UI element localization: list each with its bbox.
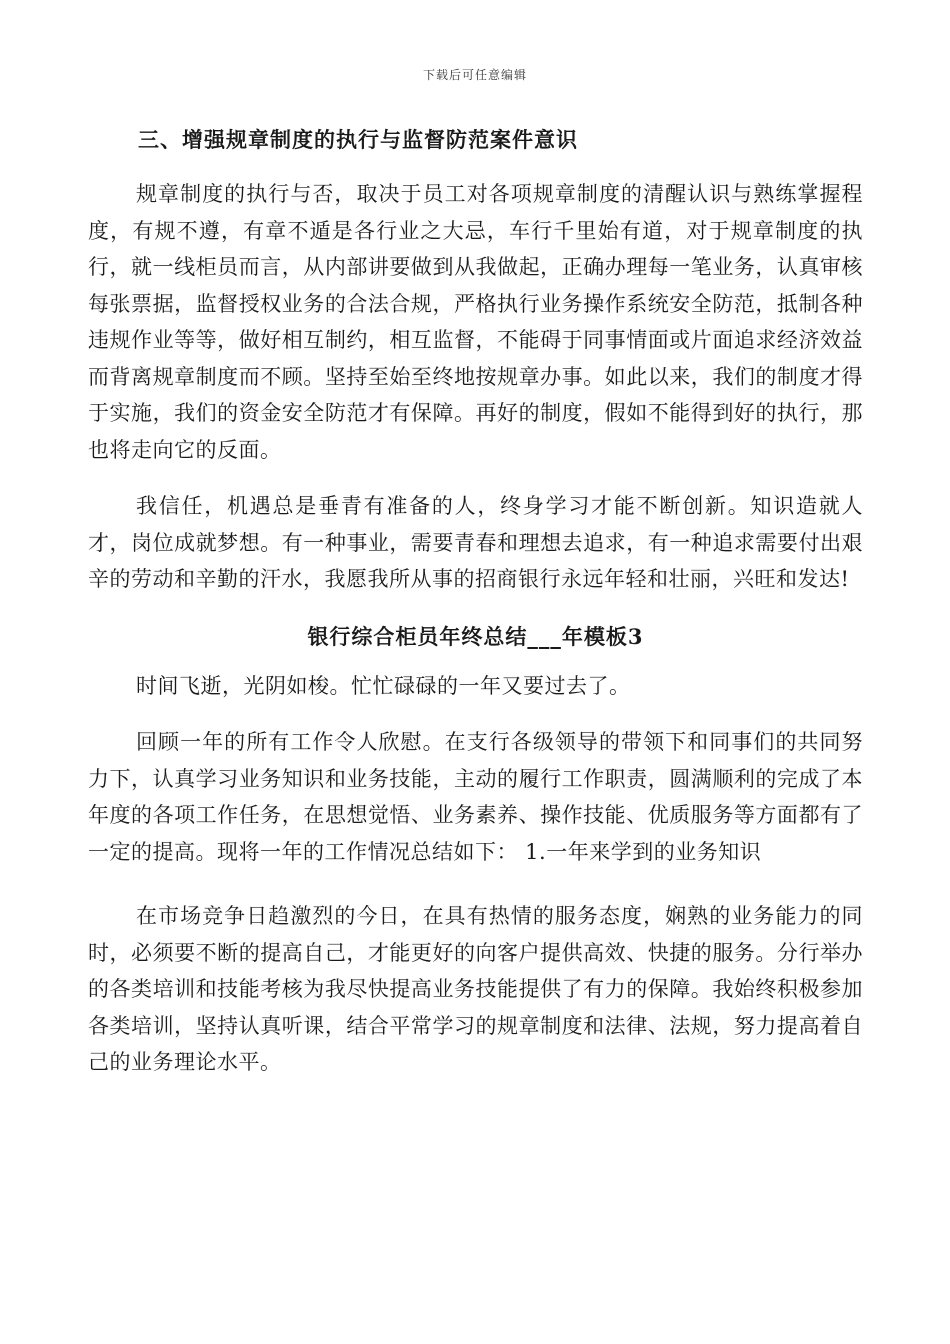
paragraph: 规章制度的执行与否，取决于员工对各项规章制度的清醒认识与熟练掌握程度，有规不遵，有章不遁是各行业之大忌，车行千里始有道，对于规章制度的执行，就一线柜员而言，从内部讲要做到从我做起，正确办理每一笔业务，认真审核每张票据，监督授权业务的合法合规，严格执行业务操作系统安全防范，抵制各种违规作业等等，做好相互制约，相互监督，不能碍于同事情面或片面追求经济效益而背离规章制度而不顾。坚持至始至终地按规章办事。如此以来，我们的制度才得于实施，我们的资金安全防范才有保障。再好的制度，假如不能得到好的执行，那也将走向它的反面。	[88, 182, 863, 462]
paragraph: 回顾一年的所有工作令人欣慰。在支行各级领导的带领下和同事们的共同努力下，认真学习业务知识和业务技能，主动的履行工作职责，圆满顺利的完成了本年度的各项工作任务，在思想觉悟、业务素养、操作技能、优质服务等方面都有了一定的提高。现将一年的工作情况总结如下： 1.一年来学到的业务知识	[88, 730, 863, 864]
document-title: 银行综合柜员年终总结___年模板3	[307, 623, 644, 649]
section-heading: 三、增强规章制度的执行与监督防范案件意识	[138, 127, 578, 152]
page-header: 下载后可任意编辑	[422, 68, 527, 82]
document-body	[88, 120, 863, 1101]
paragraph: 我信任，机遇总是垂青有准备的人，终身学习才能不断创新。知识造就人才，岗位成就梦想。有一种事业，需要青春和理想去追求，有一种追求需要付出艰辛的劳动和辛勤的汗水，我愿我所从事的招商银行永远年轻和壮丽，兴旺和发达!	[88, 494, 863, 591]
paragraph: 时间飞逝，光阴如梭。忙忙碌碌的一年又要过去了。	[136, 673, 631, 698]
paragraph: 在市场竞争日趋激烈的今日，在具有热情的服务态度，娴熟的业务能力的同时，必须要不断的提高自己，才能更好的向客户提供高效、快捷的服务。分行举办的各类培训和技能考核为我尽快提高业务技能提供了有力的保障。我始终积极参加各类培训，坚持认真听课，结合平常学习的规章制度和法律、法规，努力提高着自己的业务理论水平。	[88, 904, 863, 1074]
